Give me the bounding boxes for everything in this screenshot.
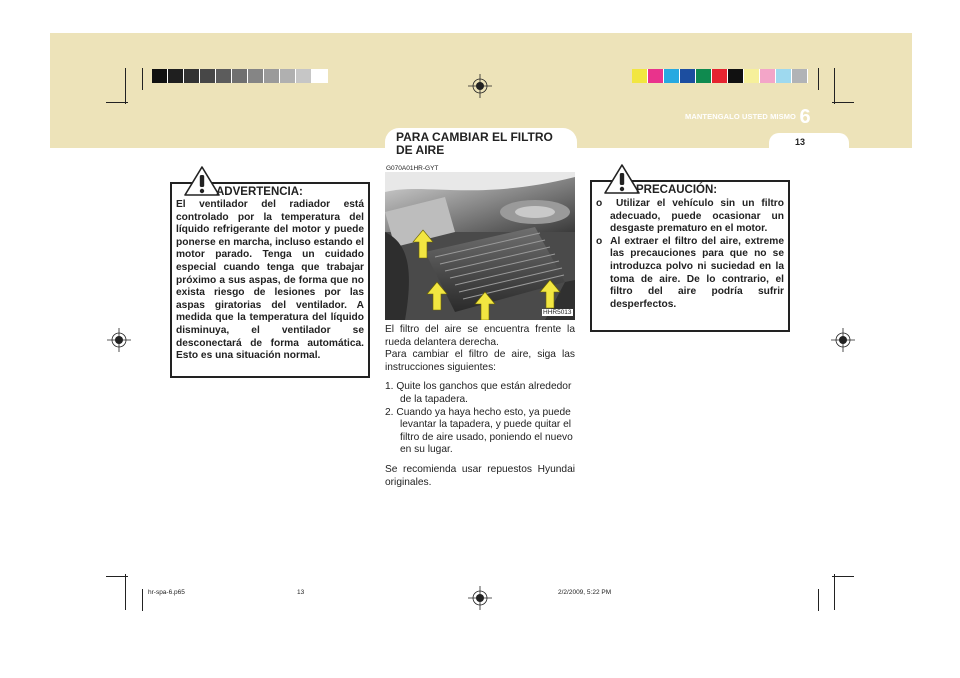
- registration-swatch: [728, 69, 744, 83]
- chapter-number: 6: [799, 106, 811, 128]
- crop-mark: [142, 589, 143, 611]
- step-1-text: Quite los ganchos que están alrededor de la tapadera.: [396, 381, 572, 405]
- registration-swatch: [664, 69, 680, 83]
- step-2-number: 2.: [385, 406, 394, 418]
- step-2: [385, 407, 575, 457]
- registration-swatch: [632, 69, 648, 83]
- article-body: [385, 324, 575, 489]
- footer-filename: hr-spa-6.p65: [148, 589, 185, 596]
- registration-swatch: [264, 69, 280, 83]
- caution-bullet: o: [596, 198, 603, 209]
- crop-mark: [834, 574, 835, 610]
- crop-mark: [106, 102, 128, 103]
- registration-target-icon: [468, 74, 492, 98]
- intro-paragraph-2: Para cambiar el filtro de aire, siga las instrucciones siguientes:: [385, 349, 575, 373]
- registration-swatch: [184, 69, 200, 83]
- registration-swatch: [648, 69, 664, 83]
- crop-mark: [818, 589, 819, 611]
- crop-mark: [832, 576, 854, 577]
- registration-swatch: [760, 69, 776, 83]
- registration-swatch: [296, 69, 312, 83]
- registration-swatch: [280, 69, 296, 83]
- registration-swatch: [312, 69, 328, 83]
- grayscale-registration-bar: [152, 69, 328, 83]
- crop-mark: [125, 574, 126, 610]
- caution-item: [596, 236, 784, 312]
- article-title-line2: DE AIRE: [396, 143, 445, 157]
- article-code: G070A01HR-GYT: [386, 165, 439, 172]
- registration-swatch: [696, 69, 712, 83]
- intro-paragraph-1: El filtro del aire se encuentra frente la rueda delantera derecha.: [385, 324, 575, 348]
- warning-triangle-icon: [604, 164, 640, 194]
- article-title-line1: PARA CAMBIAR EL FILTRO: [396, 130, 553, 144]
- caution-item-text: Al extraer el filtro del aire, extreme las precauciones para que no se introduzca polvo ni suciedad en la toma de aire. De lo contrario, el filtro del aire podría sufrir desperfectos.: [610, 235, 784, 310]
- registration-swatch: [216, 69, 232, 83]
- crop-mark: [832, 102, 854, 103]
- step-2-text: Cuando ya haya hecho esto, ya puede levantar la tapadera, y puede quitar el filtro de aire usado, poniendo el nuevo en su lugar.: [396, 406, 573, 456]
- crop-mark: [106, 576, 128, 577]
- registration-target-icon: [831, 328, 855, 352]
- registration-target-icon: [107, 328, 131, 352]
- registration-target-icon: [468, 586, 492, 610]
- registration-swatch: [200, 69, 216, 83]
- registration-swatch: [232, 69, 248, 83]
- caution-item: [596, 198, 784, 236]
- section-title: MANTENGALO USTED MISMO: [685, 112, 796, 121]
- caution-list: [596, 198, 784, 311]
- image-code: HHR5013: [543, 309, 572, 316]
- registration-swatch: [152, 69, 168, 83]
- warning-text: El ventilador del radiador está controlado por la temperatura del líquido refrigerante del motor y puede ponerse en marcha, incluso estando el motor parado. Tenga un cuidado especial cuando tenga que trabajar próximo a sus aspas, de forma que no exista riesgo de lesiones por las aspas giratorias del ventilador. A medida que la temperatura del líquido disminuya, el ventilador se desconectará de forma automática. Esto es una situación normal.: [176, 199, 364, 362]
- step-1: [385, 381, 575, 406]
- air-filter-photo: [385, 172, 575, 320]
- registration-swatch: [744, 69, 760, 83]
- caution-item-text: Utilizar el vehículo sin un filtro adecuado, puede ocasionar un desgaste prematuro en el motor.: [610, 198, 784, 235]
- article-title: [396, 131, 581, 157]
- warning-triangle-icon: [184, 166, 220, 196]
- registration-swatch: [168, 69, 184, 83]
- footer-date: 2/2/2009, 5:22 PM: [558, 589, 612, 596]
- registration-swatch: [680, 69, 696, 83]
- crop-mark: [818, 68, 819, 90]
- caution-heading: PRECAUCIÓN:: [636, 184, 718, 196]
- step-1-number: 1.: [385, 381, 394, 393]
- registration-swatch: [248, 69, 264, 83]
- outro-paragraph: Se recomienda usar repuestos Hyundai originales.: [385, 463, 575, 488]
- registration-swatch: [712, 69, 728, 83]
- caution-bullet: o: [596, 235, 603, 247]
- warning-heading: ADVERTENCIA:: [216, 186, 303, 198]
- page-number: 13: [794, 137, 805, 147]
- footer-page: 13: [297, 589, 305, 596]
- registration-swatch: [776, 69, 792, 83]
- registration-swatch: [792, 69, 808, 83]
- color-registration-bar: [632, 69, 808, 83]
- crop-mark: [834, 68, 835, 104]
- crop-mark: [125, 68, 126, 104]
- crop-mark: [142, 68, 143, 90]
